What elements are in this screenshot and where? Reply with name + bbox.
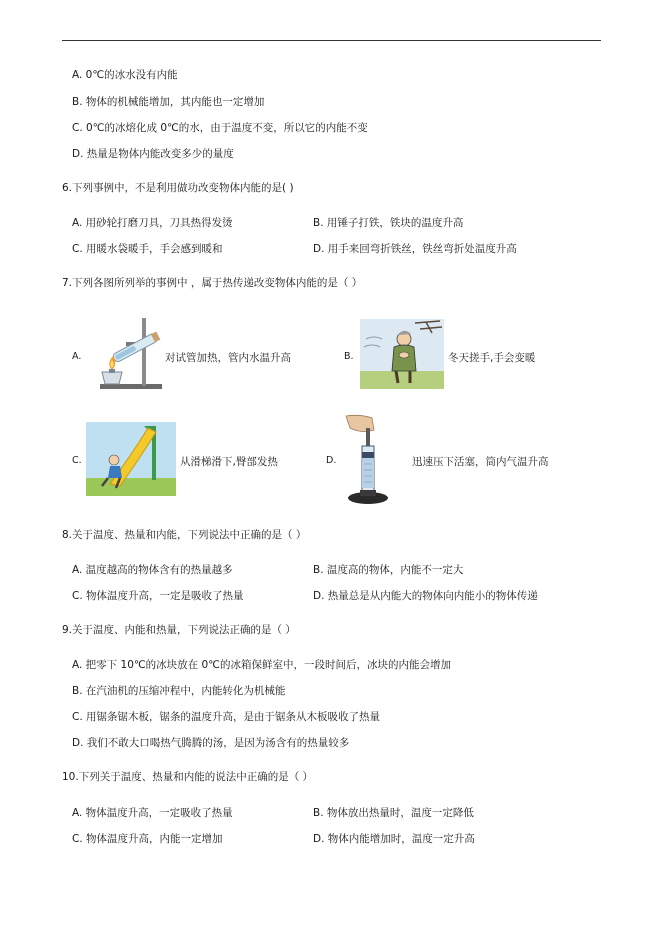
q7-option-c-caption: 从滑梯滑下,臀部发热 [180,456,278,468]
q7-option-a-letter[interactable]: A. [72,351,82,362]
q8-option-c[interactable]: C. 物体温度升高，一定是吸收了热量 [72,590,244,602]
q8-stem: 8.关于温度、热量和内能，下列说法中正确的是（ ） [62,529,307,541]
q9-option-a[interactable]: A. 把零下 10℃的冰块放在 0℃的冰箱保鲜室中，一段时间后，冰块的内能会增加 [72,659,451,671]
winter-hand-rubbing-figure [360,319,444,389]
q7-option-a-caption: 对试管加热，管内水温升高 [165,352,291,364]
test-tube-heating-figure [92,316,168,392]
piston-cylinder-figure [338,412,398,508]
q5-option-b[interactable]: B. 物体的机械能增加，其内能也一定增加 [72,96,265,108]
q6-option-b[interactable]: B. 用锤子打铁，铁块的温度升高 [313,217,464,229]
q5-option-a[interactable]: A. 0℃的冰水没有内能 [72,69,178,81]
q6-stem: 6.下列事例中，不是利用做功改变物体内能的是( ) [62,182,294,194]
q6-option-a[interactable]: A. 用砂轮打磨刀具，刀具热得发烫 [72,217,233,229]
q10-stem: 10.下列关于温度、热量和内能的说法中正确的是（ ） [62,771,314,783]
q10-option-c[interactable]: C. 物体温度升高，内能一定增加 [72,833,223,845]
q9-stem: 9.关于温度、内能和热量，下列说法正确的是（ ） [62,624,296,636]
q7-option-b-caption: 冬天搓手,手会变暖 [448,352,536,364]
q5-option-d[interactable]: D. 热量是物体内能改变多少的量度 [72,148,234,160]
q7-option-b-letter[interactable]: B. [344,351,354,362]
q10-option-b[interactable]: B. 物体放出热量时，温度一定降低 [313,807,474,819]
q6-option-d[interactable]: D. 用手来回弯折铁丝，铁丝弯折处温度升高 [313,243,517,255]
q9-option-b[interactable]: B. 在汽油机的压缩冲程中，内能转化为机械能 [72,685,286,697]
slide-figure [86,422,176,496]
header-rule [62,40,601,41]
q10-option-d[interactable]: D. 物体内能增加时，温度一定升高 [313,833,475,845]
q7-stem: 7.下列各图所列举的事例中 ，属于热传递改变物体内能的是（ ） [62,277,363,289]
q7-option-d-letter[interactable]: D. [326,455,337,466]
q6-option-c[interactable]: C. 用暖水袋暖手，手会感到暖和 [72,243,223,255]
q8-option-b[interactable]: B. 温度高的物体，内能不一定大 [313,564,464,576]
q9-option-c[interactable]: C. 用锯条锯木板，锯条的温度升高，是由于锯条从木板吸收了热量 [72,711,381,723]
q8-option-d[interactable]: D. 热量总是从内能大的物体向内能小的物体传递 [313,590,538,602]
q8-option-a[interactable]: A. 温度越高的物体含有的热量越多 [72,564,233,576]
q10-option-a[interactable]: A. 物体温度升高，一定吸收了热量 [72,807,233,819]
q9-option-d[interactable]: D. 我们不敢大口喝热气腾腾的汤，是因为汤含有的热量较多 [72,737,350,749]
q5-option-c[interactable]: C. 0℃的冰熔化成 0℃的水，由于温度不变，所以它的内能不变 [72,122,368,134]
q7-option-c-letter[interactable]: C. [72,455,82,466]
q7-option-d-caption: 迅速压下活塞，筒内气温升高 [412,456,549,468]
